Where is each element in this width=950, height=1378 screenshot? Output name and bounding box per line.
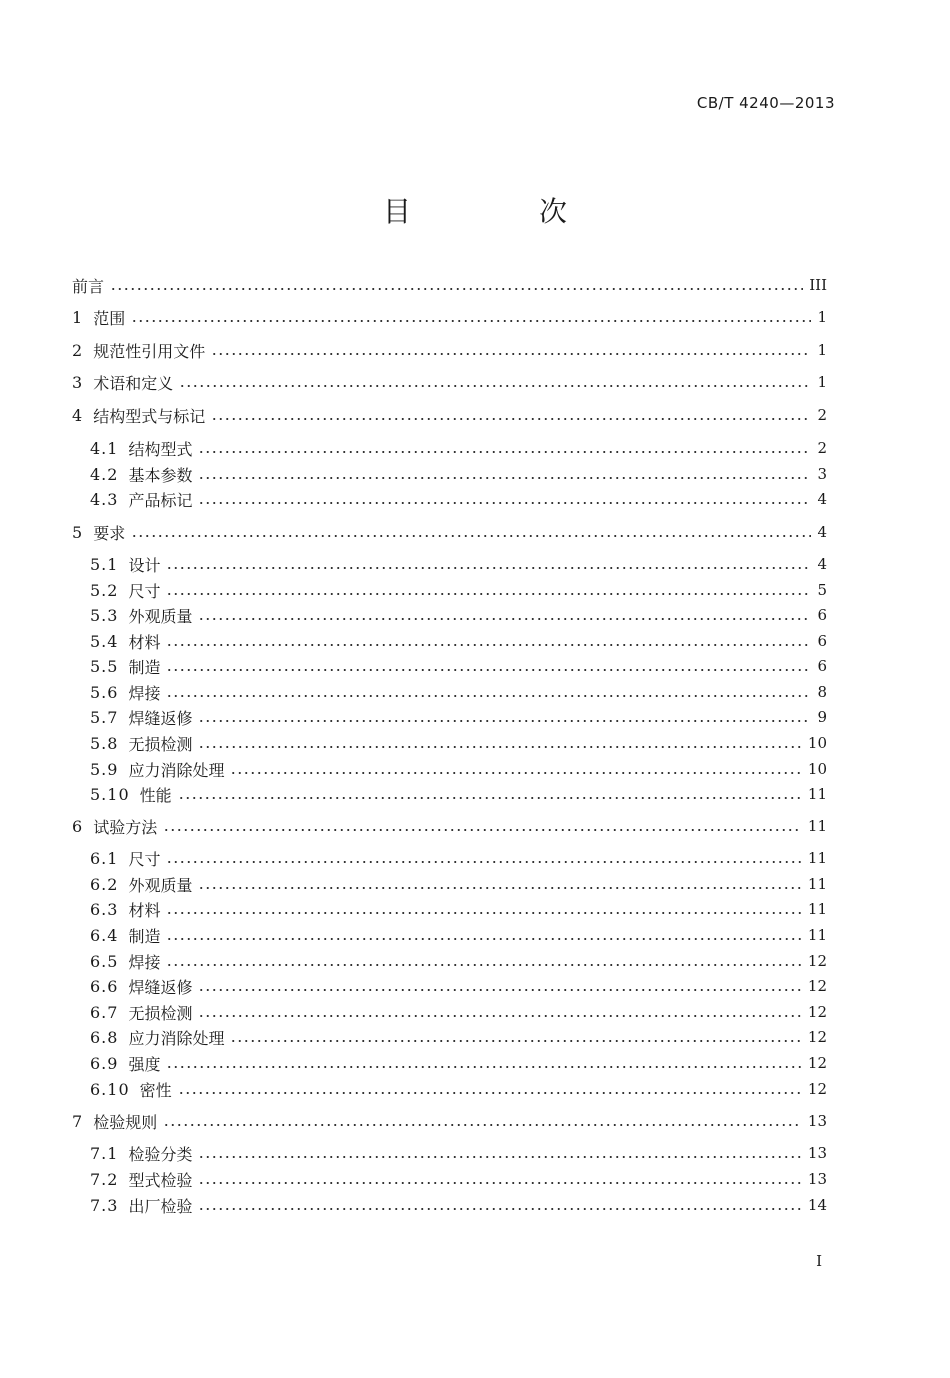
toc-entry-page: 12: [807, 1080, 827, 1098]
toc-entry-page: 3: [817, 465, 827, 483]
toc-entry-label: 无损检测: [128, 1003, 193, 1023]
dot-leader: [166, 592, 811, 596]
toc-entry-number: 4.3: [90, 489, 119, 509]
dot-leader: [166, 1065, 801, 1069]
toc-entry-label: 范围: [93, 308, 126, 328]
toc-entry-label: 材料: [128, 632, 161, 652]
toc-entry[interactable]: [90, 1077, 827, 1101]
toc-entry[interactable]: [90, 974, 827, 998]
dot-leader: [198, 1014, 801, 1018]
toc-entry-number: 6.3: [90, 899, 119, 919]
toc-entry-page: 11: [807, 900, 827, 918]
toc-entry-page: 1: [817, 308, 827, 326]
toc-entry-number: 5.6: [90, 682, 119, 702]
toc-entry-label: 检验规则: [93, 1112, 158, 1132]
toc-entry-label: 无损检测: [128, 734, 193, 754]
toc-entry[interactable]: [90, 757, 827, 781]
toc-entry[interactable]: [90, 552, 827, 576]
toc-entry[interactable]: [90, 629, 827, 653]
toc-entry-label: 制造: [128, 657, 161, 677]
toc-title: 目 次: [382, 195, 617, 228]
toc-entry-number: 2: [72, 340, 84, 360]
toc-entry[interactable]: [90, 897, 827, 921]
toc-entry-page: 6: [817, 657, 827, 675]
toc-entry-number: 6.10: [90, 1079, 130, 1099]
toc-entry-page: 8: [817, 683, 827, 701]
toc-entry-label: 应力消除处理: [128, 760, 225, 780]
toc-entry-number: 5: [72, 522, 84, 542]
toc-entry-page: 14: [807, 1196, 827, 1214]
dot-leader: [131, 534, 811, 538]
toc-entry[interactable]: [72, 305, 827, 329]
dot-leader: [198, 450, 811, 454]
toc-entry[interactable]: [90, 603, 827, 627]
dot-leader: [178, 1091, 802, 1095]
toc-entry-page: 13: [807, 1112, 827, 1130]
dot-leader: [166, 911, 801, 915]
toc-entry-label: 产品标记: [128, 490, 193, 510]
toc-entry-page: 9: [817, 708, 827, 726]
toc-entry-label: 结构型式: [128, 439, 193, 459]
dot-leader: [110, 287, 803, 291]
toc-entry-label: 尺寸: [128, 849, 161, 869]
dot-leader: [198, 988, 801, 992]
toc-entry-label: 规范性引用文件: [93, 341, 206, 361]
dot-leader: [198, 476, 811, 480]
dot-leader: [131, 319, 811, 323]
toc-entry-number: 5.4: [90, 631, 119, 651]
dot-leader: [198, 1181, 801, 1185]
toc-entry-number: 5.2: [90, 580, 119, 600]
dot-leader: [198, 719, 811, 723]
dot-leader: [178, 796, 802, 800]
toc-entry-number: 7.3: [90, 1195, 119, 1215]
toc-entry-label: 型式检验: [128, 1170, 193, 1190]
toc-entry-label: 出厂检验: [128, 1196, 193, 1216]
dot-leader: [230, 1039, 801, 1043]
toc-entry[interactable]: [90, 1167, 827, 1191]
toc-entry-label: 结构型式与标记: [93, 406, 206, 426]
toc-entry-page: 12: [807, 952, 827, 970]
toc-entry-label: 要求: [93, 523, 126, 543]
dot-leader: [166, 860, 801, 864]
dot-leader: [166, 694, 811, 698]
dot-leader: [198, 501, 811, 505]
toc-entry-page: III: [809, 276, 827, 294]
toc-entry-number: 6: [72, 816, 84, 836]
toc-entry-label: 焊接: [128, 952, 161, 972]
toc-entry-page: 10: [807, 760, 827, 778]
toc-entry[interactable]: [90, 872, 827, 896]
toc-entry-label: 外观质量: [128, 875, 193, 895]
toc-entry-page: 11: [807, 817, 827, 835]
toc-entry-label: 术语和定义: [93, 373, 174, 393]
toc-entry[interactable]: [72, 370, 827, 394]
toc-entry[interactable]: [90, 578, 827, 602]
toc-entry-number: 6.8: [90, 1027, 119, 1047]
toc-entry[interactable]: [90, 731, 827, 755]
toc-entry-number: 7: [72, 1111, 84, 1131]
toc-entry[interactable]: [90, 846, 827, 870]
toc-entry[interactable]: [90, 1025, 827, 1049]
toc-entry[interactable]: [90, 1193, 827, 1217]
toc-entry-label: 前言: [72, 276, 105, 296]
toc-entry-page: 11: [807, 785, 827, 803]
toc-entry-number: 5.7: [90, 707, 119, 727]
toc-entry-page: 12: [807, 1028, 827, 1046]
toc-entry-page: 12: [807, 1054, 827, 1072]
toc-entry-page: 1: [817, 341, 827, 359]
toc-entry-label: 材料: [128, 900, 161, 920]
toc-entry[interactable]: [90, 436, 827, 460]
toc-entry-number: 5.5: [90, 656, 119, 676]
dot-leader: [198, 1207, 801, 1211]
dot-leader: [230, 771, 801, 775]
toc-entry-label: 基本参数: [128, 465, 193, 485]
toc-entry-number: 1: [72, 307, 84, 327]
page-number: I: [816, 1252, 822, 1270]
toc-entry[interactable]: [90, 487, 827, 511]
toc-entry[interactable]: [72, 1109, 827, 1133]
toc-entry-label: 性能: [139, 785, 172, 805]
toc-entry-page: 11: [807, 926, 827, 944]
toc-entry-page: 12: [807, 1003, 827, 1021]
dot-leader: [179, 384, 811, 388]
dot-leader: [198, 886, 801, 890]
toc-entry-page: 13: [807, 1144, 827, 1162]
toc-entry[interactable]: [72, 403, 827, 427]
toc-entry-page: 11: [807, 849, 827, 867]
standard-code: CB/T 4240—2013: [696, 94, 835, 112]
toc-entry-page: 1: [817, 373, 827, 391]
toc-entry-label: 焊缝返修: [128, 977, 193, 997]
toc-entry[interactable]: [90, 782, 827, 806]
toc-entry-page: 4: [817, 555, 827, 573]
dot-leader: [198, 745, 801, 749]
toc-entry-page: 6: [817, 606, 827, 624]
toc-entry-label: 试验方法: [93, 817, 158, 837]
toc-entry-page: 11: [807, 875, 827, 893]
toc-entry-page: 13: [807, 1170, 827, 1188]
toc-entry-number: 5.1: [90, 554, 119, 574]
toc-entry[interactable]: [90, 705, 827, 729]
toc-entry[interactable]: [72, 814, 827, 838]
toc-entry[interactable]: [90, 654, 827, 678]
toc-entry[interactable]: [72, 273, 827, 297]
toc-entry-label: 制造: [128, 926, 161, 946]
toc-entry-label: 设计: [128, 555, 161, 575]
toc-entry[interactable]: [72, 338, 827, 362]
toc-entry-number: 7.1: [90, 1143, 119, 1163]
toc-entry-number: 5.9: [90, 759, 119, 779]
toc-entry-page: 12: [807, 977, 827, 995]
dot-leader: [166, 643, 811, 647]
toc-entry-number: 5.3: [90, 605, 119, 625]
toc-entry-page: 2: [817, 406, 827, 424]
toc-entry-label: 检验分类: [128, 1144, 193, 1164]
toc-entry-number: 5.8: [90, 733, 119, 753]
toc-entry-page: 4: [817, 490, 827, 508]
toc-entry-label: 尺寸: [128, 581, 161, 601]
toc-entry-number: 4.2: [90, 464, 119, 484]
toc-entry-number: 7.2: [90, 1169, 119, 1189]
toc-entry[interactable]: [90, 1000, 827, 1024]
dot-leader: [211, 417, 811, 421]
toc-entry-page: 5: [817, 581, 827, 599]
toc-entry[interactable]: [72, 520, 827, 544]
toc-entry-number: 6.4: [90, 925, 119, 945]
toc-entry[interactable]: [90, 462, 827, 486]
dot-leader: [166, 566, 811, 570]
toc-entry-page: 6: [817, 632, 827, 650]
toc-entry-label: 焊接: [128, 683, 161, 703]
dot-leader: [211, 352, 811, 356]
toc-entry-number: 6.1: [90, 848, 119, 868]
dot-leader: [198, 1155, 801, 1159]
toc-entry-number: 4.1: [90, 438, 119, 458]
toc-entry[interactable]: [90, 1141, 827, 1165]
toc-entry-page: 4: [817, 523, 827, 541]
toc-entry[interactable]: [90, 923, 827, 947]
toc-entry-page: 10: [807, 734, 827, 752]
toc-entry-page: 2: [817, 439, 827, 457]
dot-leader: [163, 1123, 802, 1127]
dot-leader: [198, 617, 811, 621]
toc-entry-label: 密性: [139, 1080, 172, 1100]
toc-entry[interactable]: [90, 949, 827, 973]
toc-entry[interactable]: [90, 680, 827, 704]
toc-entry-number: 6.7: [90, 1002, 119, 1022]
dot-leader: [163, 828, 802, 832]
toc-entry-label: 应力消除处理: [128, 1028, 225, 1048]
dot-leader: [166, 668, 811, 672]
toc-entry[interactable]: [90, 1051, 827, 1075]
toc-entry-label: 外观质量: [128, 606, 193, 626]
toc-entry-number: 5.10: [90, 784, 130, 804]
dot-leader: [166, 937, 801, 941]
toc-entry-number: 4: [72, 405, 84, 425]
toc-entry-label: 强度: [128, 1054, 161, 1074]
toc-entry-number: 6.5: [90, 951, 119, 971]
toc-entry-number: 6.9: [90, 1053, 119, 1073]
toc-entry-number: 3: [72, 372, 84, 392]
toc-entry-number: 6.2: [90, 874, 119, 894]
dot-leader: [166, 963, 801, 967]
toc-entry-label: 焊缝返修: [128, 708, 193, 728]
toc-entry-number: 6.6: [90, 976, 119, 996]
